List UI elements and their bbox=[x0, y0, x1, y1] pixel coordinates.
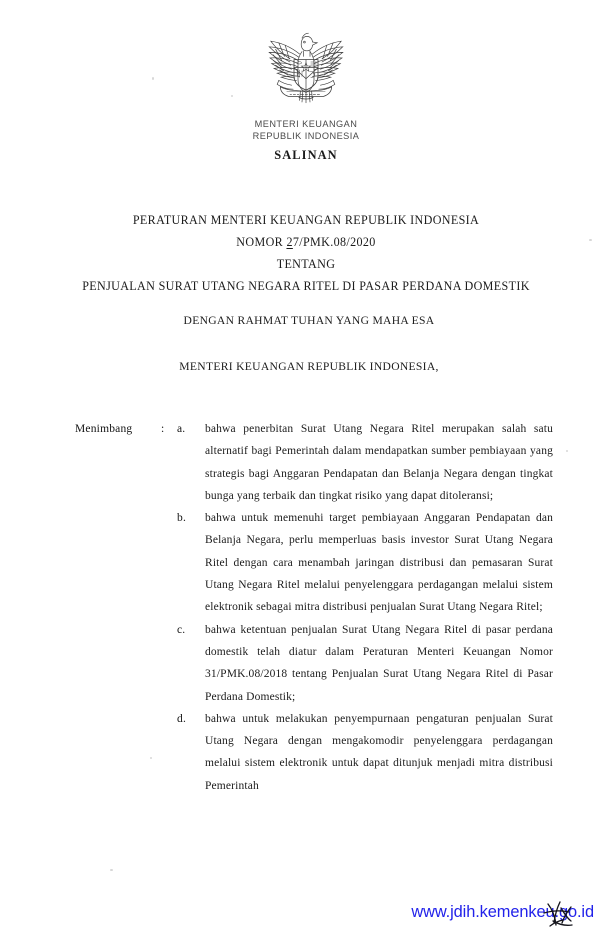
considerations-list bbox=[177, 418, 553, 797]
list-item-marker: a. bbox=[177, 423, 186, 435]
preamble-block bbox=[0, 312, 612, 376]
number-prefix: NOMOR bbox=[236, 235, 287, 249]
scan-speckle bbox=[150, 757, 152, 759]
list-item-text: bahwa penerbitan Surat Utang Negara Ritel merupakan salah satu alternatif bagi Pemerintah dalam mendapatkan sumber pembiayaan yang strategis bagi Anggaran Pendapatan dan Belanja Negara dengan tingkat bunga yang terbaik dan tingkat risiko yang dapat ditoleransi; bbox=[205, 423, 553, 502]
preamble-invocation: DENGAN RAHMAT TUHAN YANG MAHA ESA bbox=[183, 314, 435, 327]
emblem-container bbox=[0, 30, 612, 110]
list-item-text: bahwa untuk melakukan penyempurnaan pengaturan penjualan Surat Utang Negara dengan mengakomodir penyelenggara perdagangan melalui sistem elektronik untuk dapat ditunjuk menjadi mitra distribusi Pemerintah bbox=[205, 712, 553, 792]
list-item-marker: c. bbox=[177, 623, 186, 636]
considerations-label: Menimbang bbox=[75, 423, 133, 435]
ministry-line-1: MENTERI KEUANGAN bbox=[254, 119, 358, 129]
list-item bbox=[177, 418, 553, 507]
scan-speckle bbox=[152, 77, 154, 80]
number-underlined-digit: 2 bbox=[286, 235, 293, 249]
list-item-text: bahwa ketentuan penjualan Surat Utang Negara Ritel di pasar perdana domestik telah diatur dalam Peraturan Menteri Keuangan Nomor 31/PMK.08/2018 tentang Penjualan Surat Utang Negara Ritel di Pasar Perdana Domestik; bbox=[205, 623, 553, 703]
title-line-regulation: PERATURAN MENTERI KEUANGAN REPUBLIK INDONESIA bbox=[132, 213, 480, 227]
considerations-row bbox=[75, 418, 553, 797]
jdih-url-link[interactable]: www.jdih.kemenkeu.go.id bbox=[411, 903, 594, 921]
footer-watermark bbox=[411, 903, 594, 922]
scan-speckle bbox=[589, 239, 592, 241]
list-item bbox=[177, 507, 553, 618]
regulation-title-block bbox=[40, 209, 572, 297]
title-line-number bbox=[40, 231, 572, 253]
list-item-marker: d. bbox=[177, 712, 187, 725]
copy-mark-salinan: SALINAN bbox=[274, 148, 338, 163]
list-item bbox=[177, 708, 553, 797]
list-item bbox=[177, 619, 553, 708]
scan-speckle bbox=[566, 450, 568, 452]
considerations-colon: : bbox=[161, 423, 165, 435]
garuda-pancasila-emblem bbox=[258, 30, 354, 110]
considerations-section bbox=[75, 418, 553, 797]
ministry-header bbox=[0, 118, 612, 163]
title-line-subject: PENJUALAN SURAT UTANG NEGARA RITEL DI PASAR PERDANA DOMESTIK bbox=[82, 279, 530, 293]
preamble-authority: MENTERI KEUANGAN REPUBLIK INDONESIA, bbox=[179, 360, 439, 373]
title-line-tentang: TENTANG bbox=[276, 257, 336, 271]
list-item-text: bahwa untuk memenuhi target pembiayaan Anggaran Pendapatan dan Belanja Negara, perlu memperluas basis investor Surat Utang Negara Ritel dengan cara menambah jaringan distribusi dan pemasaran Surat Utang Negara Ritel melalui penyelenggara perdagangan melalui sistem elektronik sebagai mitra distribusi penjualan Surat Utang Negara Ritel; bbox=[205, 512, 553, 614]
ministry-line-2: REPUBLIK INDONESIA bbox=[252, 131, 360, 142]
scan-speckle bbox=[231, 95, 233, 97]
scan-speckle bbox=[110, 869, 113, 871]
list-item-marker: b. bbox=[177, 512, 187, 525]
number-rest: 7/PMK.08/2020 bbox=[292, 235, 376, 249]
